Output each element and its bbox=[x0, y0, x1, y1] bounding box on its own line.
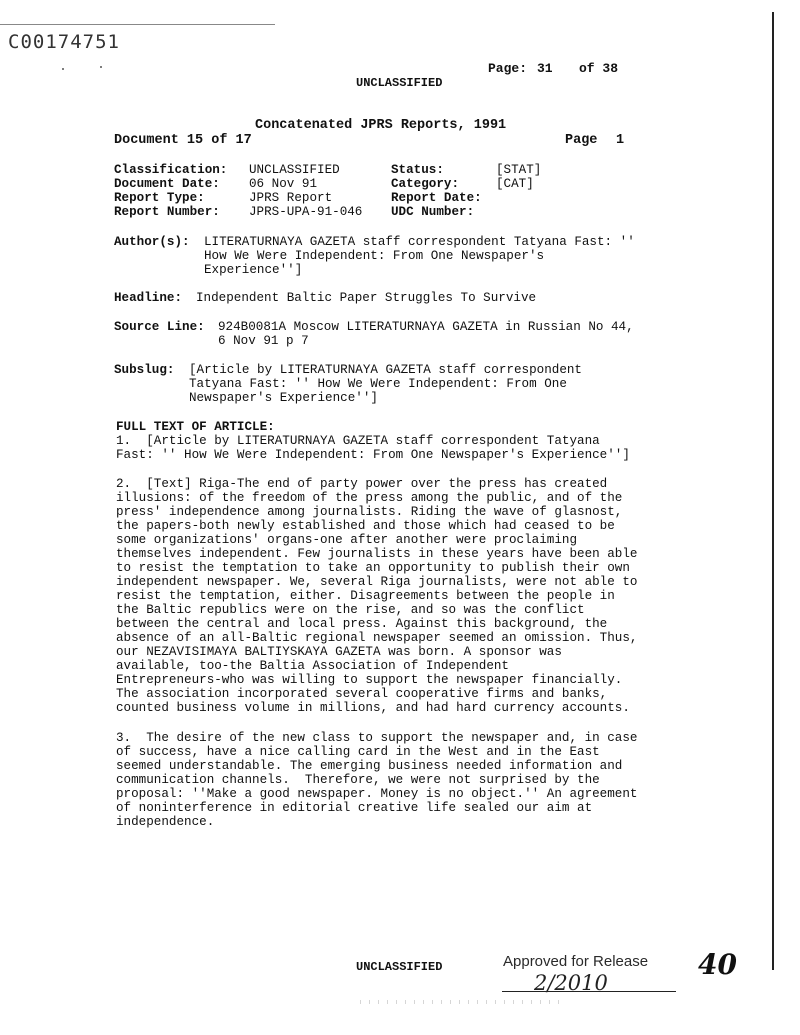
handwritten-page-number: 40 bbox=[698, 948, 737, 981]
paragraph-2-line: themselves independent. Few journalists in these years have been able bbox=[116, 547, 638, 561]
top-rule bbox=[0, 24, 275, 25]
document-page-number: 1 bbox=[616, 133, 625, 148]
subslug-label: Subslug: bbox=[114, 363, 175, 377]
status-label: Status: bbox=[391, 163, 444, 177]
paragraph-1-line: Fast: '' How We Were Independent: From One Newspaper's Experience''] bbox=[116, 448, 630, 462]
paragraph-2-line: independent newspaper. We, several Riga journalists, were not able to bbox=[116, 575, 638, 589]
subslug-line: Tatyana Fast: '' How We Were Independent: From One bbox=[189, 377, 567, 391]
release-stamp: Approved for Release bbox=[503, 953, 649, 970]
author-line: How We Were Independent: From One Newspaper's bbox=[204, 249, 545, 263]
page-label: Page: bbox=[488, 61, 528, 76]
status-value: [STAT] bbox=[496, 163, 542, 177]
release-signature-line bbox=[502, 991, 676, 992]
paragraph-2-line: The association incorporated several cooperative firms and banks, bbox=[116, 687, 608, 701]
udc-number-label: UDC Number: bbox=[391, 205, 475, 219]
paragraph-2-line: press' independence among journalists. Riding the wave of glasnost, bbox=[116, 505, 623, 519]
paragraph-2-line: available, too-the Baltia Association of Independent bbox=[116, 659, 509, 673]
headline-label: Headline: bbox=[114, 291, 183, 305]
subslug-line: [Article by LITERATURNAYA GAZETA staff correspondent bbox=[189, 363, 582, 377]
classification-value: UNCLASSIFIED bbox=[249, 163, 340, 177]
classification-bottom: UNCLASSIFIED bbox=[356, 960, 443, 974]
release-date-handwritten: 2/2010 bbox=[534, 971, 608, 995]
paragraph-3-line: of noninterference in editorial creative life sealed our aim at bbox=[116, 801, 593, 815]
page-edge-bar bbox=[772, 12, 774, 970]
subslug-line: Newspaper's Experience''] bbox=[189, 391, 378, 405]
source-line-text: 924B0081A Moscow LITERATURNAYA GAZETA in Russian No 44, bbox=[218, 320, 634, 334]
document-count: Document 15 of 17 bbox=[114, 133, 252, 148]
paragraph-3-line: of success, have a nice calling card in the West and in the East bbox=[116, 745, 600, 759]
document-date-label: Document Date: bbox=[114, 177, 220, 191]
document-id: C00174751 bbox=[8, 31, 120, 53]
report-number-label: Report Number: bbox=[114, 205, 220, 219]
category-value: [CAT] bbox=[496, 177, 534, 191]
paragraph-2-line: to resist the temptation to take an opportunity to publish their own bbox=[116, 561, 630, 575]
paragraph-2-line: illusions: of the freedom of the press among the public, and of the bbox=[116, 491, 623, 505]
document-date-value: 06 Nov 91 bbox=[249, 177, 318, 191]
paragraph-2-line: Entrepreneurs-who was willing to support the newspaper financially. bbox=[116, 673, 623, 687]
paragraph-2-line: absence of an all-Baltic regional newspaper seemed an omission. Thus, bbox=[116, 631, 638, 645]
page-number: 31 bbox=[537, 61, 553, 76]
author-line: Experience''] bbox=[204, 263, 303, 277]
paragraph-2-line: 2. [Text] Riga-The end of party power over the press has created bbox=[116, 477, 608, 491]
author-label: Author(s): bbox=[114, 235, 190, 249]
full-text-label: FULL TEXT OF ARTICLE: bbox=[116, 420, 275, 434]
document-page-label: Page bbox=[565, 133, 598, 148]
author-line: LITERATURNAYA GAZETA staff correspondent Tatyana Fast: '' bbox=[204, 235, 635, 249]
scan-speck bbox=[62, 68, 64, 70]
classification-label: Classification: bbox=[114, 163, 228, 177]
headline-text: Independent Baltic Paper Struggles To Survive bbox=[196, 291, 537, 305]
paragraph-2-line: between the central and local press. Against this background, the bbox=[116, 617, 608, 631]
source-line-text: 6 Nov 91 p 7 bbox=[218, 334, 309, 348]
paragraph-3-line: communication channels. Therefore, we were not surprised by the bbox=[116, 773, 600, 787]
paragraph-3-line: seemed understandable. The emerging business needed information and bbox=[116, 759, 623, 773]
scan-speck bbox=[100, 66, 102, 68]
paragraph-2-line: the papers-both newly established and those which had ceased to be bbox=[116, 519, 615, 533]
paragraph-3-line: 3. The desire of the new class to support the newspaper and, in case bbox=[116, 731, 638, 745]
report-type-value: JPRS Report bbox=[249, 191, 333, 205]
source-line-label: Source Line: bbox=[114, 320, 205, 334]
page-of-total: of 38 bbox=[579, 61, 619, 76]
report-type-label: Report Type: bbox=[114, 191, 205, 205]
paragraph-2-line: resist the temptation, either. Disagreements between the people in bbox=[116, 589, 615, 603]
paragraph-1-line: 1. [Article by LITERATURNAYA GAZETA staff correspondent Tatyana bbox=[116, 434, 600, 448]
paragraph-2-line: some organizations' organs-one after another were proclaiming bbox=[116, 533, 578, 547]
paragraph-3-line: proposal: ''Make a good newspaper. Money is no object.'' An agreement bbox=[116, 787, 638, 801]
report-date-label: Report Date: bbox=[391, 191, 482, 205]
report-title: Concatenated JPRS Reports, 1991 bbox=[255, 118, 507, 133]
paragraph-2-line: our NEZAVISIMAYA BALTIYSKAYA GAZETA was born. A sponsor was bbox=[116, 645, 562, 659]
paragraph-3-line: independence. bbox=[116, 815, 215, 829]
category-label: Category: bbox=[391, 177, 460, 191]
classification-top: UNCLASSIFIED bbox=[356, 76, 443, 90]
paragraph-2-line: the Baltic republics were on the rise, and so was the conflict bbox=[116, 603, 585, 617]
report-number-value: JPRS-UPA-91-046 bbox=[249, 205, 363, 219]
paragraph-2-line: counted business volume in millions, and had hard currency accounts. bbox=[116, 701, 630, 715]
scan-noise bbox=[360, 1000, 560, 1004]
